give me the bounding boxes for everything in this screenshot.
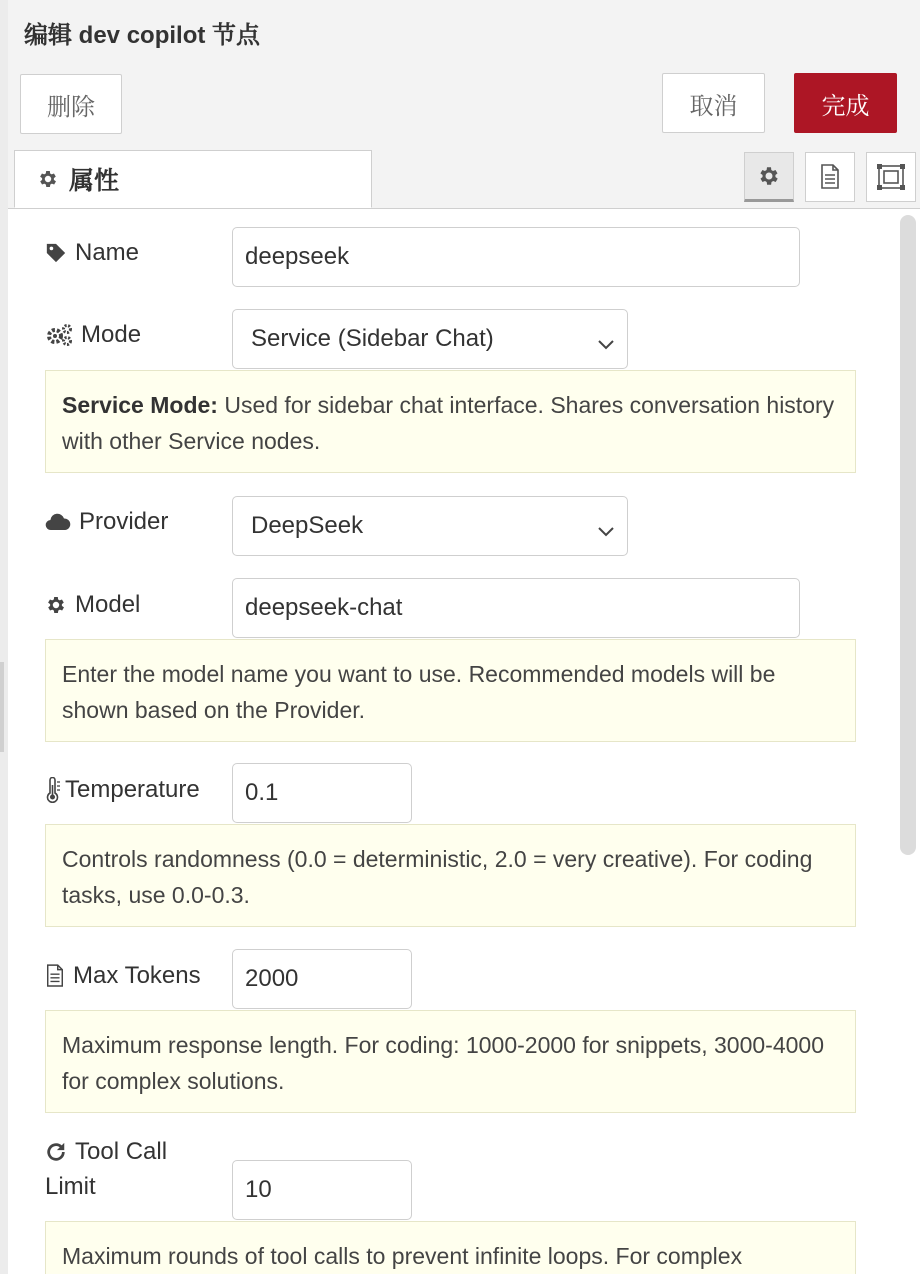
gears-icon bbox=[45, 323, 73, 347]
refresh-icon bbox=[45, 1141, 67, 1163]
thermometer-icon bbox=[45, 777, 61, 803]
done-button[interactable]: 完成 bbox=[794, 73, 897, 133]
temperature-input[interactable]: 0.1 bbox=[232, 763, 412, 823]
tab-properties[interactable] bbox=[14, 150, 372, 208]
provider-label-text: Provider bbox=[79, 508, 169, 535]
tool-call-limit-label bbox=[45, 1137, 167, 1207]
temperature-label-text: Temperature bbox=[65, 776, 200, 803]
name-label bbox=[45, 239, 139, 267]
tool-call-limit-label-line2: Limit bbox=[45, 1173, 96, 1200]
max-tokens-input[interactable]: 2000 bbox=[232, 949, 412, 1009]
cancel-button[interactable]: 取消 bbox=[662, 73, 765, 133]
mode-tip-text: Used for sidebar chat interface. Shares conversation history with other Service nodes. bbox=[62, 392, 835, 454]
scrollbar[interactable] bbox=[900, 215, 916, 855]
toolbar bbox=[8, 62, 920, 145]
temperature-label bbox=[45, 776, 200, 804]
model-tip: Enter the model name you want to use. Recommended models will be shown based on the Provider. bbox=[45, 639, 856, 742]
node-settings-tab[interactable] bbox=[744, 152, 794, 202]
page-title: 编辑 dev copilot 节点 bbox=[24, 22, 261, 49]
provider-label bbox=[45, 508, 168, 536]
name-label-text: Name bbox=[75, 239, 140, 266]
tab-bar bbox=[8, 144, 920, 209]
resize-grip[interactable] bbox=[0, 662, 4, 752]
description-tab[interactable] bbox=[805, 152, 855, 202]
max-tokens-label-text: Max Tokens bbox=[73, 962, 201, 989]
description-icon bbox=[819, 164, 841, 190]
provider-select-value: DeepSeek bbox=[251, 512, 364, 539]
mode-label-text: Mode bbox=[81, 321, 142, 348]
temperature-tip: Controls randomness (0.0 = deterministic, 2.0 = very creative). For coding tasks, use 0.0-0.3. bbox=[45, 824, 856, 927]
gear-icon bbox=[37, 168, 59, 190]
chevron-down-icon bbox=[597, 330, 615, 358]
tool-call-limit-tip: Maximum rounds of tool calls to prevent infinite loops. For complex bbox=[45, 1221, 856, 1274]
tag-icon bbox=[45, 242, 67, 264]
file-text-icon bbox=[45, 963, 65, 989]
max-tokens-label bbox=[45, 962, 201, 990]
model-input[interactable]: deepseek-chat bbox=[232, 578, 800, 638]
gear-icon bbox=[757, 164, 781, 188]
mode-select[interactable] bbox=[232, 309, 628, 369]
tab-properties-label: 属性 bbox=[69, 167, 120, 195]
title-bar bbox=[8, 0, 920, 63]
model-label bbox=[45, 591, 140, 619]
mode-tip-title: Service Mode: bbox=[62, 392, 218, 418]
gear-icon bbox=[45, 594, 67, 616]
chevron-down-icon bbox=[597, 517, 615, 545]
mode-tip bbox=[45, 370, 856, 473]
cloud-icon bbox=[45, 512, 71, 532]
appearance-icon bbox=[877, 164, 905, 190]
mode-label bbox=[45, 321, 141, 349]
appearance-tab[interactable] bbox=[866, 152, 916, 202]
provider-select[interactable] bbox=[232, 496, 628, 556]
delete-button[interactable]: 删除 bbox=[20, 74, 122, 134]
properties-panel bbox=[8, 209, 920, 1274]
tool-call-limit-input[interactable]: 10 bbox=[232, 1160, 412, 1220]
max-tokens-tip: Maximum response length. For coding: 1000-2000 for snippets, 3000-4000 for complex solutions. bbox=[45, 1010, 856, 1113]
mode-select-value: Service (Sidebar Chat) bbox=[251, 325, 494, 352]
tool-call-limit-label-line1: Tool Call bbox=[75, 1138, 168, 1165]
model-label-text: Model bbox=[75, 591, 141, 618]
name-input[interactable]: deepseek bbox=[232, 227, 800, 287]
